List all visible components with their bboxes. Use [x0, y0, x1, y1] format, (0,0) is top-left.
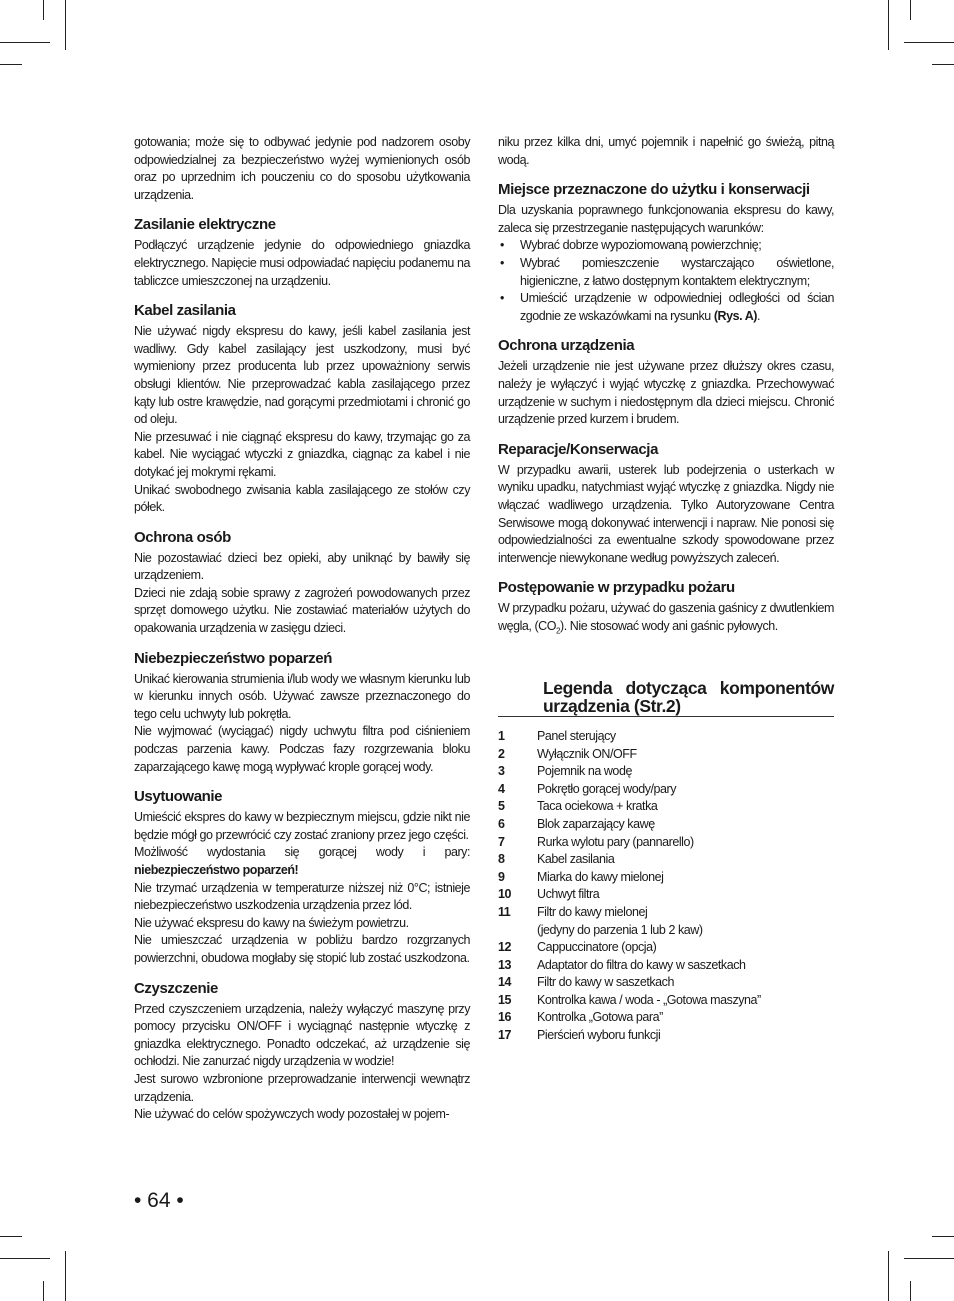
section-heading-kabel: Kabel zasilania [134, 302, 236, 320]
legend-item-number: 2 [498, 746, 505, 761]
legend-item [498, 1009, 834, 1027]
legend-list [498, 728, 834, 1045]
paragraph: Unikać swobodnego zwisania kabla zasilającego ze stołów czy półek. [134, 482, 470, 515]
legend-item-label: Wyłącznik ON/OFF [537, 746, 637, 761]
legend-item-label: Kabel zasilania [537, 852, 615, 867]
section-heading-poparzen: Niebezpieczeństwo poparzeń [134, 649, 332, 667]
legend-item-label: Panel sterujący [537, 728, 616, 743]
paragraph: Nie umieszczać urządzenia w pobliżu bardzo rozgrzanych powierzchni, obudowa mogłaby się stopić lub zostać uszkodzona. [134, 933, 470, 965]
paragraph: Dla uzyskania poprawnego funkcjonowania ekspresu do kawy, zaleca się przestrzeganie następujących warunków: [498, 203, 834, 235]
legend-item-label: Pokrętło gorącej wody/pary [537, 781, 677, 796]
legend-item-label: Uchwyt filtra [537, 887, 600, 902]
paragraph [134, 844, 470, 879]
legend-item [498, 816, 834, 834]
page-number: • 64 • [134, 1189, 184, 1212]
text: ). Nie stosować wody ani gaśnic pyłowych. [560, 618, 778, 633]
paragraph: Nie używać ekspresu do kawy na świeżym powietrzu. [134, 915, 409, 930]
paragraph: Nie przesuwać i nie ciągnąć ekspresu do kawy, trzymając go za kabel. Nie wyciągać wtyczki z gniazdka, ciągnąc za kabel i nie dotykać jej mokrymi rękami. [134, 429, 470, 479]
legend-item-label: Adaptator do filtra do kawy w saszetkach [537, 957, 746, 972]
list-item: • Wybrać dobrze wypoziomowaną powierzchnię; [498, 237, 834, 255]
paragraph: Nie pozostawiać dzieci bez opieki, aby uniknąć by bawiły się urządzeniem. [134, 550, 470, 583]
paragraph: W przypadku awarii, usterek lub podejrzenia o usterkach w wyniku upadku, natychmiast wyjąć wtyczkę z gniazdka. Nigdy nie włączać wadliwego urządzenia. Tylko Autoryzowane Centra Serwisowe mogą dokonywać interwencji i napraw. Nie ponosi się odpowiedzialności za ewentualne szkody spowodowane przez interwencje niewykonane według powyższych zaleceń. [498, 462, 834, 565]
intro-paragraph: niku przez kilka dni, umyć pojemnik i napełnić go świeżą, pitną wodą. [498, 135, 834, 167]
legend-item [498, 781, 834, 799]
legend-item-number: 10 [498, 887, 512, 902]
legend-item-number: 5 [498, 799, 505, 814]
legend-item-number: 15 [498, 992, 512, 1007]
paragraph: Nie używać nigdy ekspresu do kawy, jeśli kabel zasilania jest wadliwy. Gdy kabel zasilający jest uszkodzony, musi być wymieniony przez producenta lub przez upoważniony serwis obsługi klientów. Nie przeprowadzać kabla zasilającego przez kąty lub ostre krawędzie, nad gorącymi przedmiotami i chronić go od oleju. [134, 324, 470, 427]
legend-item-label: Miarka do kawy mielonej [537, 869, 664, 884]
paragraph: Nie trzymać urządzenia w temperaturze niższej niż 0°C; istnieje niebezpieczeństwo uszkodzenia urządzenia przez lód. [134, 880, 470, 913]
paragraph: Jest surowo wzbronione przeprowadzanie interwencji wewnątrz urządzenia. [134, 1071, 470, 1104]
section-heading-ochrona-urzadzenia: Ochrona urządzenia [498, 337, 635, 355]
paragraph: Podłączyć urządzenie jedynie do odpowiedniego gniazdka elektrycznego. Napięcie musi odpowiadać napięciu podanemu na tabliczce umieszczonej na urządzeniu. [134, 238, 470, 288]
intro-paragraph: gotowania; może się to odbywać jedynie pod nadzorem osoby odpowiedzialnej za bezpieczeństwo wyżej wymienionych osób oraz po uprzednim ich pouczeniu co do sposobu użytkowania urządzenia. [134, 135, 470, 202]
right-column [498, 134, 834, 1045]
section-heading-pozar: Postępowanie w przypadku pożaru [498, 579, 735, 597]
legend-item [498, 851, 834, 869]
legend-item [498, 939, 834, 957]
legend-item [498, 974, 834, 992]
legend-item-label: Filtr do kawy w saszetkach [537, 975, 674, 990]
legend-item-number: 3 [498, 764, 505, 779]
section-heading-reparacje: Reparacje/Konserwacja [498, 440, 659, 458]
legend-item-number: 16 [498, 1010, 512, 1025]
section-heading-ochrona-osob: Ochrona osób [134, 528, 231, 546]
legend-title: Legenda dotycząca komponentów urządzenia (Str.2) [498, 679, 834, 717]
paragraph: Umieścić ekspres do kawy w bezpiecznym miejscu, gdzie nikt nie będzie mógł go przewrócić czy zostać zraniony przez jego części. [134, 810, 470, 842]
paragraph: Jeżeli urządzenie nie jest używane przez dłuższy okres czasu, należy je wyłączyć i wyjąć wtyczkę z gniazdka. Przechowywać urządzenie w suchym i niedostępnym dla dzieci miejscu. Chronić urządzenie przed kurzem i brudem. [498, 359, 834, 427]
list-item [498, 290, 834, 325]
legend-item [498, 922, 834, 940]
legend-item-label: (jedyny do parzenia 1 lub 2 kaw) [537, 922, 703, 937]
legend-item [498, 957, 834, 975]
legend-item [498, 728, 834, 746]
legend-item-number: 17 [498, 1028, 512, 1043]
legend-item-label: Cappuccinatore (opcja) [537, 940, 657, 955]
paragraph: Unikać kierowania strumienia i/lub wody we własnym kierunku lub w kierunku innych osób. Używać zawsze przeznaczonego do tego celu uchwyty lub pokrętła. [134, 671, 470, 721]
legend-item-number: 13 [498, 957, 512, 972]
legend-item [498, 1027, 834, 1045]
legend-item [498, 746, 834, 764]
legend-item-number: 11 [498, 904, 511, 919]
legend-item-label: Blok zaparzający kawę [537, 816, 655, 831]
legend-item-number [498, 922, 537, 940]
paragraph: Przed czyszczeniem urządzenia, należy wyłączyć maszynę przy pomocy przycisku ON/OFF i wyciągnąć następnie wtyczkę z gniazdka elektrycznego. Ponadto odczekać, aż urządzenie się ochłodzi. Nie zanurzać nigdy urządzenia w wodzie! [134, 1001, 470, 1069]
legend-item-label: Taca ociekowa + kratka [537, 799, 658, 814]
list-item: • Wybrać pomieszczenie wystarczająco oświetlone, higieniczne, z łatwo dostępnym kontaktem elektrycznym; [498, 255, 834, 290]
text: . [757, 308, 761, 323]
text: Możliwość wydostania się gorącej wody i pary: [134, 845, 470, 860]
legend-item [498, 763, 834, 781]
section-heading-zasilanie: Zasilanie elektryczne [134, 216, 276, 234]
warning-text: niebezpieczeństwo poparzeń! [134, 863, 299, 877]
text: Umieścić urządzenie w odpowiedniej odległości od ścian zgodnie ze wskazówkami na rysunku [520, 291, 834, 323]
legend-item [498, 869, 834, 887]
legend-item-number: 14 [498, 975, 512, 990]
legend-item [498, 834, 834, 852]
paragraph [498, 600, 834, 640]
legend-item [498, 886, 834, 904]
legend-item [498, 904, 834, 922]
section-heading-miejsce: Miejsce przeznaczone do użytku i konserwacji [498, 181, 810, 199]
legend-item-number: 7 [498, 834, 505, 849]
legend-item [498, 798, 834, 816]
legend-item [498, 992, 834, 1010]
section-heading-czyszczenie: Czyszczenie [134, 979, 218, 997]
legend-item-number: 8 [498, 852, 505, 867]
legend-item-label: Pierścień wyboru funkcji [537, 1028, 661, 1043]
legend-item-number: 6 [498, 816, 505, 831]
text: W przypadku pożaru, używać do gaszenia gaśnicy z dwutlenkiem węgla, (CO [498, 601, 834, 633]
subscript: 2 [556, 626, 561, 636]
legend-item-label: Kontrolka kawa / woda - „Gotowa maszyna” [537, 992, 761, 1007]
legend-item-label: Rurka wylotu pary (pannarello) [537, 834, 694, 849]
figure-reference: (Rys. A) [713, 308, 757, 323]
legend-item-label: Pojemnik na wodę [537, 764, 632, 779]
paragraph: Nie wyjmować (wyciągać) nigdy uchwytu filtra pod ciśnieniem podczas parzenia kawy. Podczas fazy rozgrzewania bloku zaparzającego kawę mogą wypływać krople gorącej wody. [134, 724, 470, 774]
legend-item-number: 12 [498, 940, 512, 955]
paragraph: Nie używać do celów spożywczych wody pozostałej w pojem- [134, 1107, 450, 1122]
section-heading-usytuowanie: Usytuowanie [134, 788, 223, 806]
legend-item-number: 9 [498, 869, 505, 884]
paragraph: Dzieci nie zdają sobie sprawy z zagrożeń powodowanych przez sprzęt domowego użytku. Nie zostawiać materiałów użytych do opakowania urządzenia w zasięgu dzieci. [134, 585, 470, 636]
legend-item-number: 4 [498, 781, 505, 796]
left-column [134, 134, 470, 1124]
legend-item-label: Kontrolka „Gotowa para” [537, 1010, 663, 1025]
legend-item-number: 1 [498, 728, 505, 743]
bullet-list [498, 237, 834, 325]
legend-item-label: Filtr do kawy mielonej [537, 904, 648, 919]
